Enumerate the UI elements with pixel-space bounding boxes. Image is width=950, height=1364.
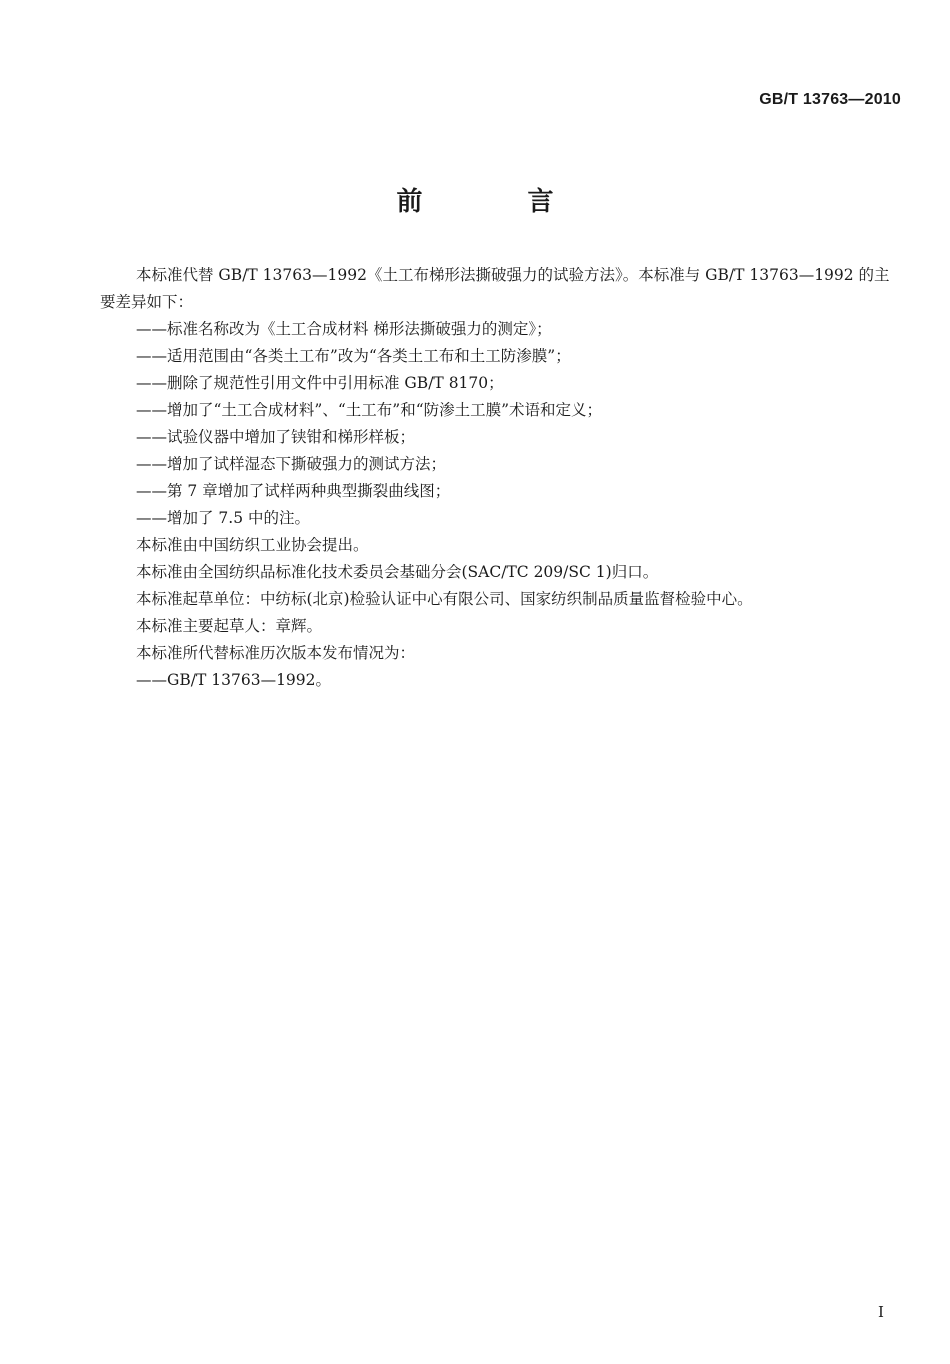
list-item: ——试验仪器中增加了铗钳和梯形样板； <box>136 428 416 446</box>
page-number: I <box>878 1303 884 1321</box>
list-item: ——增加了“土工合成材料”、“土工布”和“防渗土工膜”术语和定义； <box>136 401 603 419</box>
proposer-paragraph: 本标准由中国纺织工业协会提出。 <box>136 536 369 554</box>
list-item: ——标准名称改为《土工合成材料 梯形法撕破强力的测定》； <box>136 320 552 338</box>
drafting-unit-paragraph: 本标准起草单位：中纺标(北京)检验认证中心有限公司、国家纺织制品质量监督检验中心。 <box>136 590 753 608</box>
page-title: 前 言 <box>396 187 602 217</box>
list-item: ——删除了规范性引用文件中引用标准 GB/T 8170； <box>136 374 504 392</box>
history-paragraph: 本标准所代替标准历次版本发布情况为： <box>136 644 416 662</box>
intro-paragraph: 本标准代替 GB/T 13763—1992《土工布梯形法撕破强力的试验方法》。本标准与 GB/T 13763—1992 的主要差异如下： <box>100 266 890 311</box>
document-body <box>100 262 900 694</box>
list-item: ——增加了试样湿态下撕破强力的测试方法； <box>136 455 447 473</box>
committee-paragraph: 本标准由全国纺织品标准化技术委员会基础分会(SAC/TC 209/SC 1)归口。 <box>136 563 659 581</box>
list-item: ——增加了 7.5 中的注。 <box>136 509 311 527</box>
drafter-paragraph: 本标准主要起草人：章辉。 <box>136 617 323 635</box>
standard-number: GB/T 13763—2010 <box>759 91 901 108</box>
history-item: ——GB/T 13763—1992。 <box>136 671 332 689</box>
list-item: ——适用范围由“各类土工布”改为“各类土工布和土工防渗膜”； <box>136 347 571 365</box>
list-item: ——第 7 章增加了试样两种典型撕裂曲线图； <box>136 482 451 500</box>
